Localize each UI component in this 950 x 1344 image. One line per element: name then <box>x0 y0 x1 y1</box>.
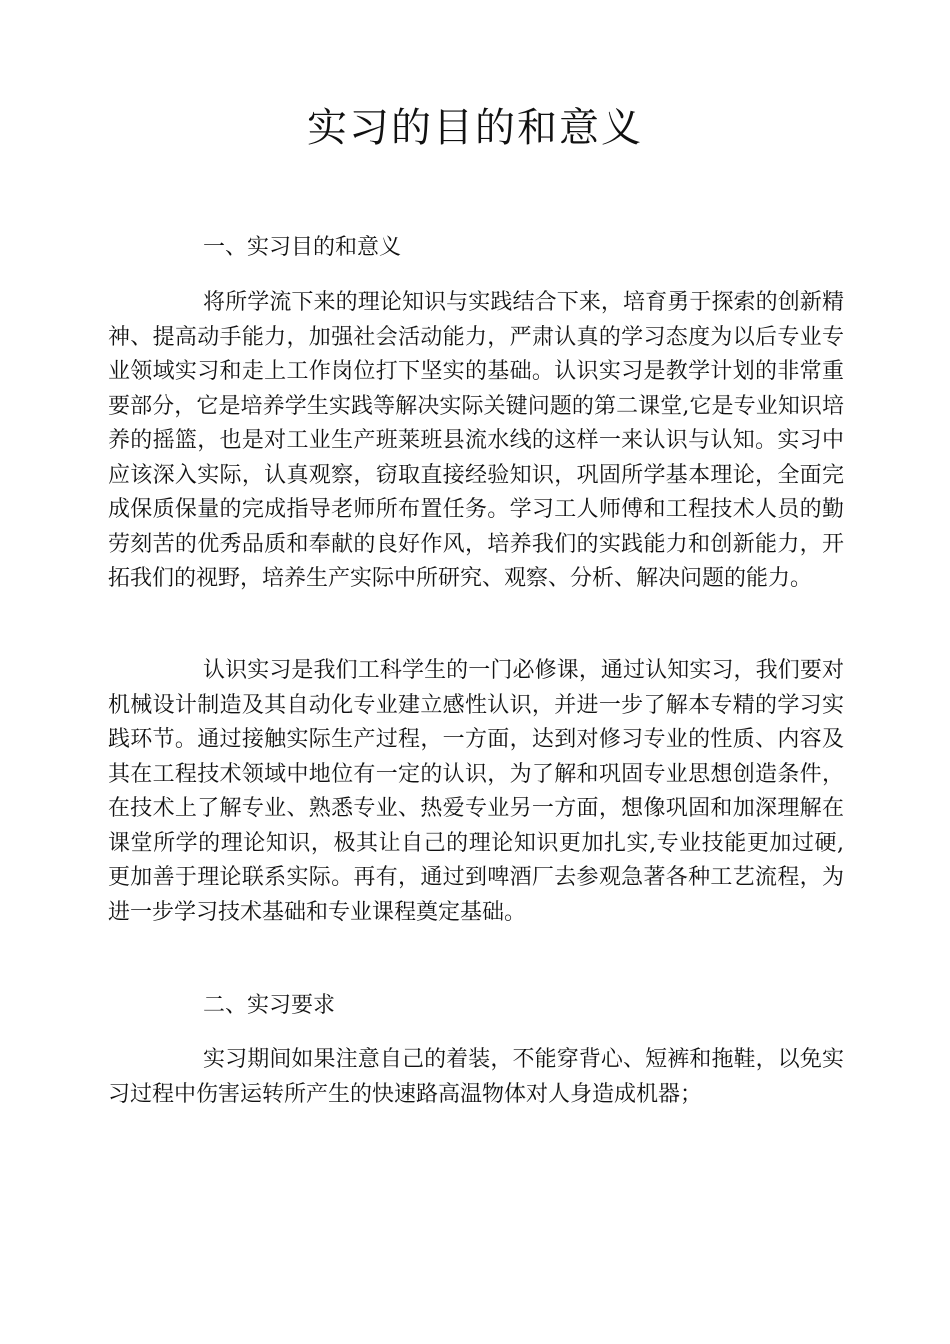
paragraph-requirements-1: 实习期间如果注意自己的着装，不能穿背心、短裤和拖鞋，以免实习过程中伤害运转所产生的快速路高温物体对人身造成机器； <box>108 1047 844 1107</box>
section-heading-requirements: 二、实习要求 <box>203 993 336 1018</box>
document-title: 实习的目的和意义 <box>307 105 643 151</box>
paragraph-purpose-1: 将所学流下来的理论知识与实践结合下来，培育勇于探索的创新精神、提高动手能力，加强社会活动能力，严肃认真的学习态度为以后专业专业领域实习和走上工作岗位打下坚实的基础。认识实习是教学计划的非常重要部分，它是培养学生实践等解决实际关键问题的第二课堂,它是专业知识培养的摇篮，也是对工业生产班莱班县流水线的这样一来认识与认知。实习中应该深入实际，认真观察，窃取直接经验知识，巩固所学基本理论，全面完成保质保量的完成指导老师所布置任务。学习工人师傅和工程技术人员的勤劳刻苦的优秀品质和奉献的良好作风，培养我们的实践能力和创新能力，开拓我们的视野，培养生产实际中所研究、观察、分析、解决问题的能力。 <box>108 290 844 591</box>
paragraph-purpose-2: 认识实习是我们工科学生的一门必修课，通过认知实习，我们要对机械设计制造及其自动化专业建立感性认识，并进一步了解本专精的学习实践环节。通过接触实际生产过程，一方面，达到对修习专业的性质、内容及其在工程技术领域中地位有一定的认识，为了解和巩固专业思想创造条件，在技术上了解专业、熟悉专业、热爱专业另一方面，想像巩固和加深理解在课堂所学的理论知识，极其让自己的理论知识更加扎实,专业技能更加过硬,更加善于理论联系实际。再有，通过到啤酒厂去参观急著各种工艺流程，为进一步学习技术基础和专业课程奠定基础。 <box>108 658 844 925</box>
section-heading-purpose: 一、实习目的和意义 <box>203 235 402 260</box>
